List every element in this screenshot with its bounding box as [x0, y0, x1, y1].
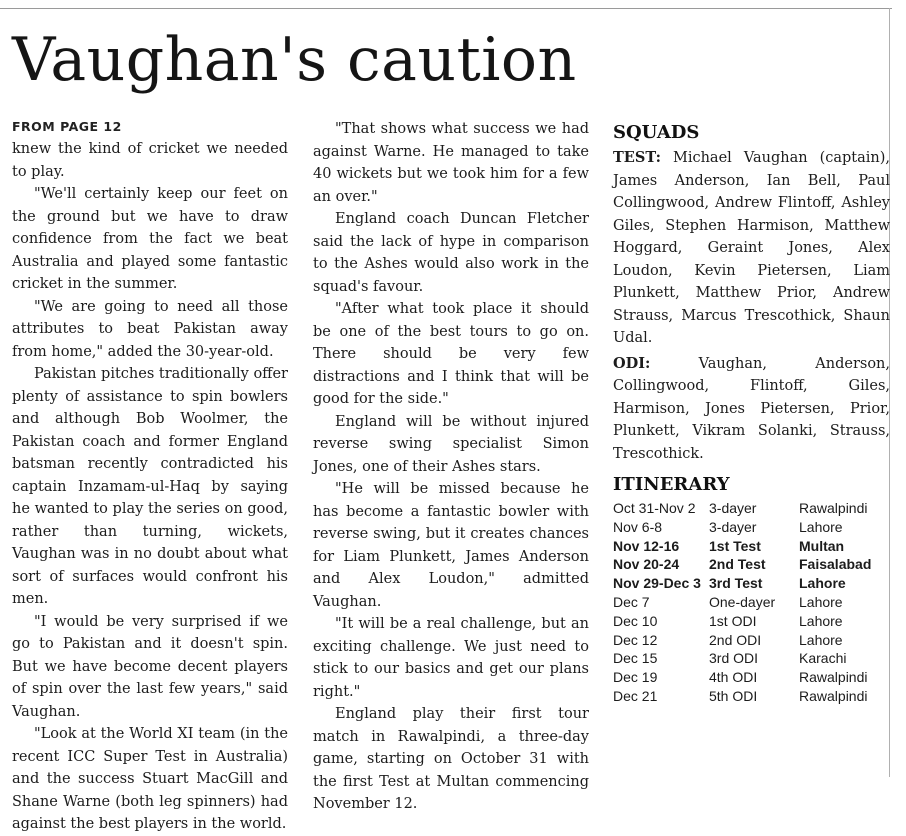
- headline: Vaughan's caution: [12, 25, 577, 95]
- itinerary-row: [613, 687, 871, 706]
- fixture-venue: Karachi: [799, 650, 847, 667]
- fixture-venue: Faisalabad: [799, 556, 872, 573]
- article-column-1: [12, 118, 288, 836]
- test-squad-label: TEST:: [613, 149, 661, 166]
- itinerary-row: [613, 499, 871, 518]
- odi-squad-list: [613, 353, 890, 466]
- fixture-date: Dec 7: [613, 593, 650, 610]
- fixture-match: 3-dayer: [709, 500, 757, 516]
- itinerary-row: [613, 518, 871, 537]
- test-squad-names: Michael Vaughan (captain), James Anderson, Ian Bell, Paul Collingwood, Andrew Flintoff, Ashley Giles, Stephen Harmison, Matthew Hoggard, Geraint Jones, Alex Loudon, Kevin Pietersen, Liam Plunkett, Matthew Prior, Andrew Strauss, Marcus Trescothick, Shaun Udal.: [613, 150, 890, 346]
- fixture-date: Dec 12: [613, 631, 658, 648]
- itinerary-row: [613, 555, 871, 574]
- fixture-date: Dec 21: [613, 687, 658, 704]
- fixture-match: 1st ODI: [709, 612, 757, 629]
- body-paragraph: "We are going to need all those attributes to beat Pakistan away from home," added the 30-year-old.: [12, 298, 288, 360]
- itinerary-row: [613, 631, 871, 650]
- body-paragraph: England will be without injured reverse swing specialist Simon Jones, one of their Ashes stars.: [313, 413, 589, 475]
- body-paragraph: "That shows what success we had against Warne. He managed to take 40 wickets but we took him for a few an over.": [313, 121, 589, 205]
- itinerary-row: [613, 593, 871, 612]
- fixture-match: 2nd ODI: [709, 631, 762, 648]
- itinerary-rows: [613, 499, 871, 706]
- fixture-match: 3rd ODI: [709, 650, 759, 667]
- fixture-venue: Lahore: [799, 612, 843, 629]
- body-paragraph: knew the kind of cricket we needed to play.: [12, 141, 288, 180]
- body-paragraph: "Look at the World XI team (in the recent ICC Super Test in Australia) and the success Stuart MacGill and Shane Warne (both leg spinners) had against the best players in the world.: [12, 726, 288, 832]
- continued-from-kicker: FROM PAGE 12: [12, 119, 122, 134]
- fixture-match: 1st Test: [709, 537, 761, 554]
- fixture-date: Dec 10: [613, 612, 658, 629]
- itinerary-table: [613, 499, 871, 706]
- body-paragraph: "He will be missed because he has become a fantastic bowler with reverse swing, but it creates chances for Liam Plunkett, James Anderson and Alex Loudon," admitted Vaughan.: [313, 481, 589, 610]
- fixture-venue: Lahore: [799, 593, 843, 610]
- fixture-date: Nov 12-16: [613, 537, 680, 554]
- body-paragraph: "We'll certainly keep our feet on the ground but we have to draw confidence from the fact we beat Australia and played some fantastic cricket in the summer.: [12, 186, 288, 292]
- fixture-date: Nov 6-8: [613, 518, 663, 535]
- fixture-date: Oct 31-Nov 2: [613, 500, 696, 516]
- odi-squad-label: ODI:: [613, 354, 651, 372]
- squads-heading: SQUADS: [613, 122, 700, 143]
- fixture-venue: Lahore: [799, 575, 846, 592]
- itinerary-row: [613, 649, 871, 668]
- itinerary-row: [613, 668, 871, 687]
- fixture-venue: Lahore: [799, 631, 843, 648]
- fixture-venue: Rawalpindi: [799, 687, 868, 704]
- fixture-match: 3-dayer: [709, 518, 757, 535]
- test-squad-list: [613, 147, 890, 350]
- fixture-match: 4th ODI: [709, 669, 758, 686]
- body-paragraph: "After what took place it should be one of the best tours to go on. There should be very few distractions and I think that will be good for the side.": [313, 301, 589, 407]
- itinerary-heading: ITINERARY: [613, 474, 730, 495]
- fixture-venue: Multan: [799, 537, 845, 554]
- fixture-date: Nov 29-Dec 3: [613, 575, 701, 592]
- body-paragraph: England coach Duncan Fletcher said the lack of hype in comparison to the Ashes would also work in the squad's favour.: [313, 211, 589, 295]
- fixture-venue: Rawalpindi: [799, 500, 868, 516]
- fixture-date: Dec 19: [613, 669, 658, 686]
- fixture-venue: Rawalpindi: [799, 669, 868, 686]
- sidebar-column: [613, 118, 890, 706]
- itinerary-row: [613, 537, 871, 556]
- fixture-match: 5th ODI: [709, 687, 758, 704]
- body-paragraph: England play their first tour match in Rawalpindi, a three-day game, starting on October 31 with the first Test at Multan commencing November 12.: [313, 706, 589, 812]
- fixture-match: 2nd Test: [709, 556, 766, 573]
- body-paragraph: "I would be very surprised if we go to Pakistan and it doesn't spin. But we have become decent players of spin over the last few years," said Vaughan.: [12, 613, 288, 720]
- itinerary-row: [613, 612, 871, 631]
- body-paragraph: Pakistan pitches traditionally offer plenty of assistance to spin bowlers and although Bob Woolmer, the Pakistan coach and former England batsman recently contradicted his captain Inzamam-ul-Haq by saying he wanted to play the series on good, rather than turning, wickets, Vaughan was in no doubt about what sort of surfaces would confront his men.: [12, 366, 288, 607]
- article-column-2: [313, 118, 589, 816]
- itinerary-row: [613, 574, 871, 593]
- odi-squad-names: Vaughan, Anderson, Collingwood, Flintoff, Giles, Harmison, Jones Pietersen, Prior, Plunkett, Vikram Solanki, Strauss, Trescothick.: [613, 355, 890, 462]
- body-paragraph: "It will be a real challenge, but an exciting challenge. We just need to stick to our basics and get our plans right.": [313, 616, 589, 700]
- top-rule: [0, 8, 892, 9]
- fixture-match: 3rd Test: [709, 575, 763, 592]
- fixture-venue: Lahore: [799, 518, 843, 535]
- fixture-match: One-dayer: [709, 593, 776, 610]
- fixture-date: Nov 20-24: [613, 556, 680, 573]
- fixture-date: Dec 15: [613, 650, 658, 667]
